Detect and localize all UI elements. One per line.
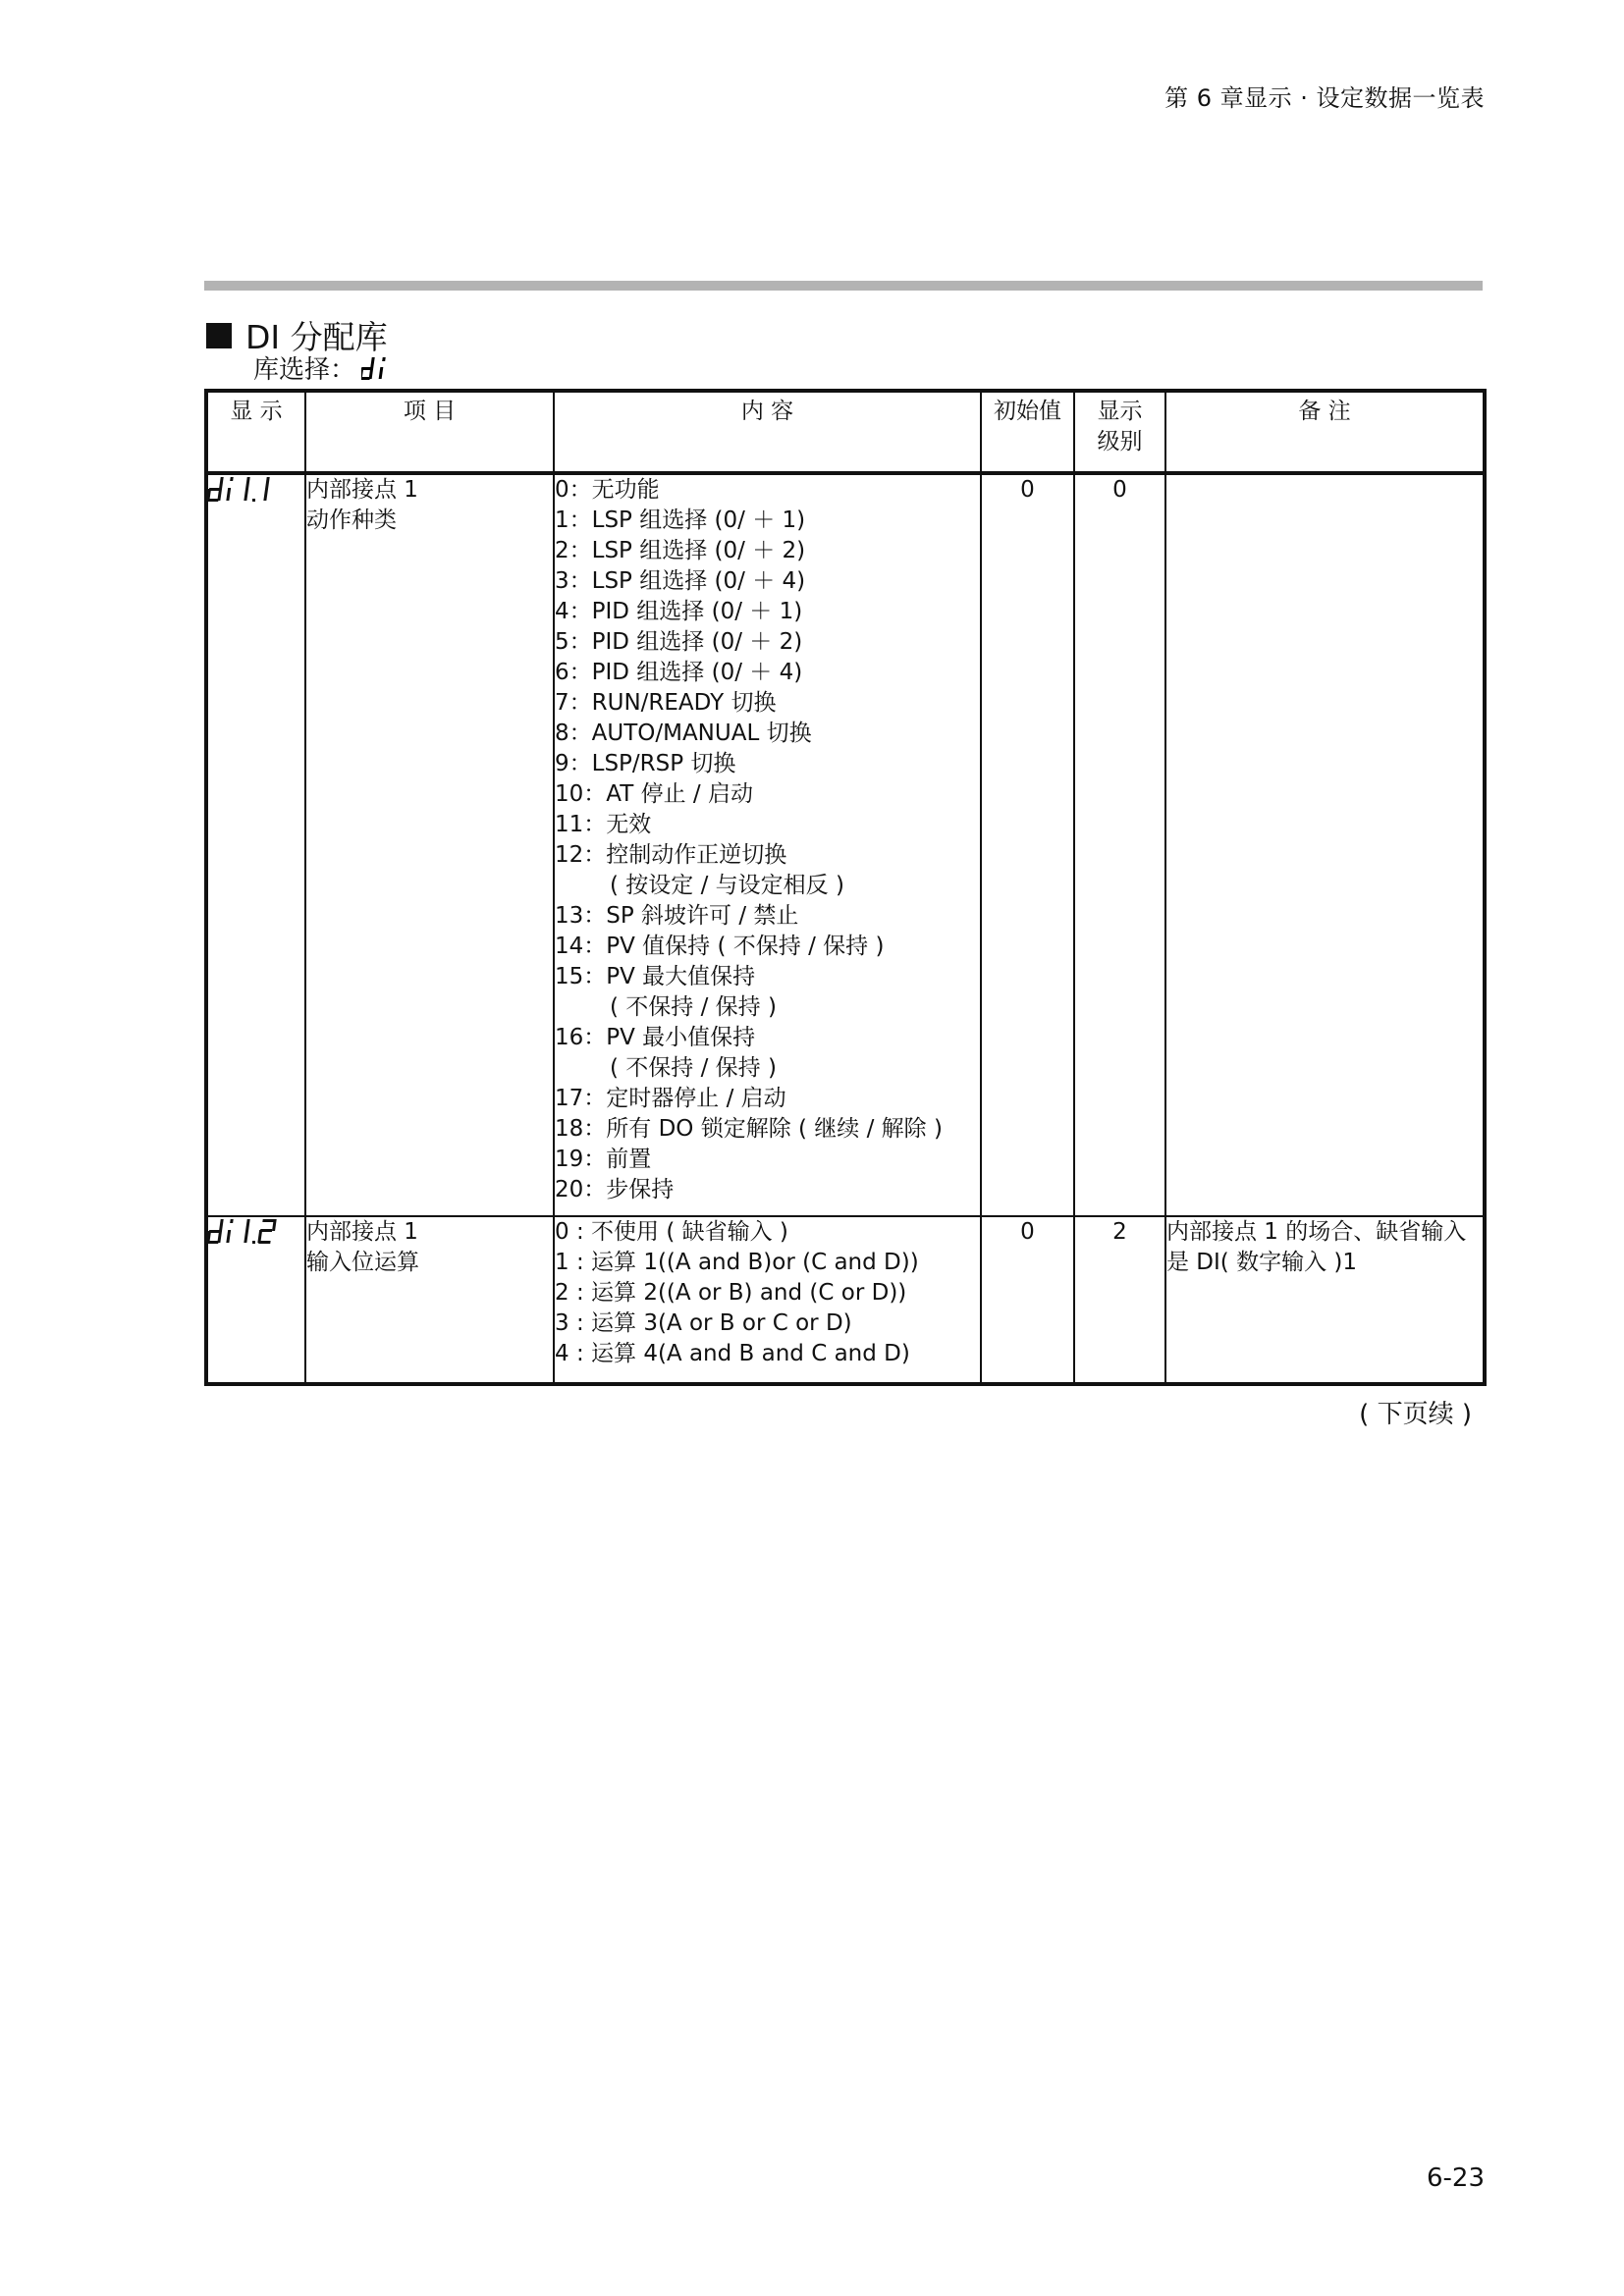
option-item: 10：AT 停止 / 启动 — [555, 781, 753, 807]
continued-note: ( 下页续 ) — [1359, 1400, 1472, 1429]
display-code-di1-2 — [208, 1217, 289, 1245]
item-cell: 内部接点 1 输入位运算 — [305, 1216, 554, 1384]
option-item: 6：PID 组选择 (0/ ＋ 4) — [555, 660, 803, 685]
display-level-cell: 0 — [1074, 473, 1165, 1216]
table-row — [206, 473, 1485, 1216]
option-item: 1：LSP 组选择 (0/ ＋ 1) — [555, 507, 806, 533]
option-item: 17：定时器停止 / 启动 — [555, 1086, 786, 1111]
display-code-cell — [206, 1216, 305, 1384]
initial-value-cell: 0 — [981, 1216, 1074, 1384]
option-item: 3 : 运算 3(A or B or C or D) — [555, 1310, 852, 1336]
table-header-row — [206, 391, 1485, 473]
display-level-cell: 2 — [1074, 1216, 1165, 1384]
initial-value-cell: 0 — [981, 473, 1074, 1216]
content-cell — [554, 473, 981, 1216]
display-code-di1-1 — [208, 475, 289, 503]
option-continuation: ( 按设定 / 与设定相反 ) — [610, 873, 844, 898]
section-title-text: DI 分配库 — [245, 318, 388, 356]
option-item: 18：所有 DO 锁定解除 ( 继续 / 解除 ) — [555, 1116, 943, 1142]
option-item: 19：前置 — [555, 1147, 652, 1172]
option-item: 7：RUN/READY 切换 — [555, 690, 777, 716]
option-item: 2：LSP 组选择 (0/ ＋ 2) — [555, 538, 806, 563]
option-item: 15：PV 最大值保持 — [555, 964, 756, 989]
option-item: 12：控制动作正逆切换 — [555, 842, 787, 868]
display-code-di — [361, 355, 395, 381]
option-item: 11：无效 — [555, 812, 652, 837]
option-continuation: ( 不保持 / 保持 ) — [610, 994, 777, 1020]
bank-select-label — [253, 349, 395, 386]
di-assignment-table — [204, 389, 1487, 1386]
running-header: 第 6 章显示 · 设定数据一览表 — [1164, 84, 1485, 112]
section-rule — [204, 281, 1483, 291]
col-header-level: 显示 级别 — [1074, 391, 1165, 473]
option-item: 0 : 不使用 ( 缺省输入 ) — [555, 1219, 788, 1245]
option-item: 4：PID 组选择 (0/ ＋ 1) — [555, 599, 803, 624]
col-header-initial: 初始值 — [981, 391, 1074, 473]
display-code-cell — [206, 473, 305, 1216]
option-item: 2 : 运算 2((A or B) and (C or D)) — [555, 1280, 907, 1306]
col-header-display: 显 示 — [206, 391, 305, 473]
option-item: 20：步保持 — [555, 1177, 675, 1202]
bank-select-text: 库选择： — [253, 355, 356, 385]
content-cell — [554, 1216, 981, 1384]
option-item: 14：PV 值保持 ( 不保持 / 保持 ) — [555, 934, 885, 959]
col-header-note: 备 注 — [1165, 391, 1485, 473]
option-item: 5：PID 组选择 (0/ ＋ 2) — [555, 629, 803, 655]
option-item: 0：无功能 — [555, 477, 660, 503]
table-row — [206, 1216, 1485, 1384]
item-cell: 内部接点 1 动作种类 — [305, 473, 554, 1216]
black-square-icon — [206, 323, 232, 348]
col-header-item: 项 目 — [305, 391, 554, 473]
page-number: 6-23 — [1426, 2163, 1485, 2193]
note-cell — [1165, 473, 1485, 1216]
option-item: 13：SP 斜坡许可 / 禁止 — [555, 903, 799, 929]
option-continuation: ( 不保持 / 保持 ) — [610, 1055, 777, 1081]
option-item: 4 : 运算 4(A and B and C and D) — [555, 1341, 910, 1366]
option-item: 3：LSP 组选择 (0/ ＋ 4) — [555, 568, 806, 594]
option-item: 16：PV 最小值保持 — [555, 1025, 756, 1050]
note-cell: 内部接点 1 的场合、缺省输入是 DI( 数字输入 )1 — [1165, 1216, 1485, 1384]
option-item: 1 : 运算 1((A and B)or (C and D)) — [555, 1250, 919, 1275]
option-item: 9：LSP/RSP 切换 — [555, 751, 736, 776]
col-header-content: 内 容 — [554, 391, 981, 473]
option-item: 8：AUTO/MANUAL 切换 — [555, 721, 812, 746]
